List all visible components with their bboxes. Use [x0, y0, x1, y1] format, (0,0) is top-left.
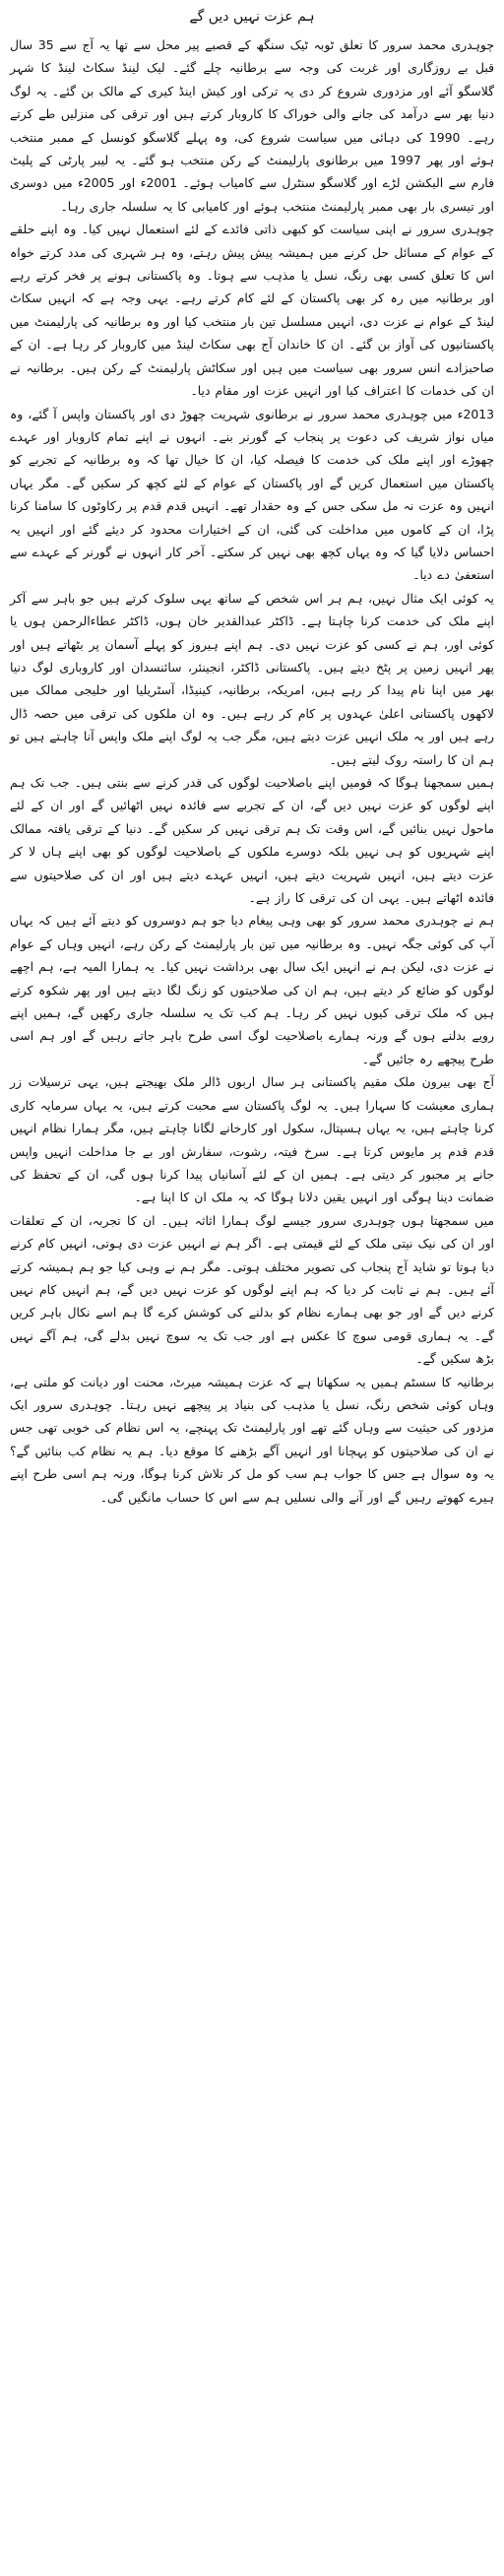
article-paragraph: یہ کوئی ایک مثال نہیں، ہم ہر اس شخص کے ساتھ یہی سلوک کرتے ہیں جو باہر سے آکر اپنے ملک کی خدمت کرنا چاہتا ہے۔ ڈاکٹر عبدالقدیر خان ہوں، ڈاکٹر عطاءالرحمن ہوں یا کوئی اور، ہم نے کسی کو عزت نہیں دی۔ ہم اپنے ہیروز کو پہلے آسمان پر بٹھاتے ہیں اور پھر انہیں زمین پر پٹخ دیتے ہیں۔ پاکستانی ڈاکٹر، انجینئر، سائنسدان اور کاروباری لوگ دنیا بھر میں اپنا نام پیدا کر رہے ہیں، امریکہ، برطانیہ، کینیڈا، آسٹریلیا اور خلیجی ممالک میں لاکھوں پاکستانی اعلیٰ عہدوں پر کام کر رہے ہیں۔ وہ ان ملکوں کی ترقی میں حصہ ڈال رہے ہیں اور یہ ملک انہیں عزت دیتے ہیں، مگر جب یہ لوگ اپنے ملک واپس آنا چاہتے ہیں تو ہم ان کا راستہ روک لیتے ہیں۔ [10, 590, 494, 767]
article-paragraph: آج بھی بیرون ملک مقیم پاکستانی ہر سال اربوں ڈالر ملک بھیجتے ہیں، یہی ترسیلات زر ہماری معیشت کا سہارا ہیں۔ یہ لوگ پاکستان سے محبت کرتے ہیں، یہ یہاں سرمایہ کاری کرنا چاہتے ہیں، یہ یہاں ہسپتال، سکول اور کارخانے لگانا چاہتے ہیں، مگر ہمارا نظام انہیں قدم قدم پر مایوس کرتا ہے۔ سرخ فیتہ، رشوت، سفارش اور بے جا مداخلت انہیں واپس جانے پر مجبور کر دیتی ہے۔ ہمیں ان کے لئے آسانیاں پیدا کرنا ہوں گی، ان کے تحفظ کی ضمانت دینا ہوگی اور انہیں یقین دلانا ہوگا کہ یہ ملک ان کا اپنا ہے۔ [10, 1074, 494, 1205]
article-paragraph: چوہدری محمد سرور کا تعلق ٹوبہ ٹیک سنگھ کے قصبے پیر محل سے تھا یہ آج سے 35 سال قبل بے روزگاری اور غربت کی وجہ سے برطانیہ چلے گئے۔ لیک لینڈ سکاٹ لینڈ کا شہر گلاسگو آئے اور مزدوری شروع کر دی یہ ترکی اور کیش اینڈ کیری کے مالک بن گئے۔ یہ لوگ دنیا بھر سے درآمد کی جانے والی خوراک کا کاروبار کرتے ہیں اور ترقی کی منزلیں طے کرتے رہے۔ 1990 کی دہائی میں سیاست شروع کی، وہ پہلے گلاسگو کونسل کے ممبر منتخب ہوئے اور پھر 1997 میں برطانوی پارلیمنٹ کے رکن منتخب ہو گئے۔ یہ لیبر پارٹی کے پلیٹ فارم سے الیکشن لڑے اور گلاسگو سنٹرل سے کامیاب ہوئے۔ 2001ء اور 2005ء میں دوسری اور تیسری بار بھی ممبر پارلیمنٹ منتخب ہوئے اور کامیابی کا یہ سلسلہ جاری رہا۔ [10, 37, 495, 214]
article-headline: ہم عزت نہیں دیں گے [189, 9, 315, 25]
article-paragraph: 2013ء میں چوہدری محمد سرور نے برطانوی شہریت چھوڑ دی اور پاکستان واپس آ گئے، وہ میاں نواز شریف کی دعوت پر پنجاب کے گورنر بنے۔ انہوں نے اپنے تمام کاروبار اور عہدے چھوڑے اور اپنے ملک کی خدمت کا فیصلہ کیا، ان کا خیال تھا کہ وہ برطانیہ کے تجربے کو پاکستان میں استعمال کریں گے اور پاکستان کے عوام کے لئے کچھ کر سکیں گے۔ مگر یہاں انہیں وہ عزت نہ مل سکی جس کے وہ حقدار تھے۔ انہیں قدم قدم پر رکاوٹوں کا سامنا کرنا پڑا، ان کے کاموں میں مداخلت کی گئی، ان کے اختیارات محدود کر دیئے گئے اور انہیں یہ احساس دلایا گیا کہ وہ یہاں کچھ بھی نہیں کر سکتے۔ آخر کار انہوں نے گورنر کے عہدے سے استعفیٰ دے دیا۔ [10, 406, 494, 583]
article-paragraph: میں سمجھتا ہوں چوہدری سرور جیسے لوگ ہمارا اثاثہ ہیں۔ ان کا تجربہ، ان کے تعلقات اور ان کی نیک نیتی ملک کے لئے قیمتی ہے۔ اگر ہم نے انہیں عزت دی ہوتی، انہیں کام کرنے دیا ہوتا تو شاید آج پنجاب کی تصویر مختلف ہوتی۔ مگر ہم نے وہی کیا جو ہم ہمیشہ کرتے آئے ہیں۔ ہم نے ثابت کر دیا کہ ہم اپنے لوگوں کو عزت نہیں دیں گے، ہم انہیں کام نہیں کرنے دیں گے اور جو بھی ہمارے نظام کو بدلنے کی کوشش کرے گا ہم اسے نکال باہر کریں گے۔ یہ ہماری قومی سوچ کا عکس ہے اور جب تک یہ سوچ نہیں بدلے گی، ہم آگے نہیں بڑھ سکیں گے۔ [10, 1212, 494, 1367]
article-paragraph: برطانیہ کا سسٹم ہمیں یہ سکھاتا ہے کہ عزت ہمیشہ میرٹ، محنت اور دیانت کو ملتی ہے، وہاں کوئی شخص رنگ، نسل یا مذہب کی بنیاد پر پیچھے نہیں رہتا۔ چوہدری سرور ایک مزدور کی حیثیت سے وہاں گئے تھے اور پارلیمنٹ تک پہنچے، یہ اس نظام کی خوبی تھی جس نے ان کی صلاحیتوں کو پہچانا اور انہیں آگے بڑھنے کا موقع دیا۔ ہم یہ نظام کب بنائیں گے؟ یہ وہ سوال ہے جس کا جواب ہم سب کو مل کر تلاش کرنا ہوگا، ورنہ ہم اسی طرح اپنے ہیرے کھوتے رہیں گے اور آنے والی نسلیں ہم سے اس کا حساب مانگیں گی۔ [10, 1374, 494, 1505]
article-paragraph: ہمیں سمجھنا ہوگا کہ قومیں اپنے باصلاحیت لوگوں کی قدر کرنے سے بنتی ہیں۔ جب تک ہم اپنے لوگوں کو عزت نہیں دیں گے، ان کے تجربے سے فائدہ نہیں اٹھائیں گے اور ان کے لئے ماحول نہیں بنائیں گے، اس وقت تک ہم ترقی نہیں کر سکیں گے۔ دنیا کے ترقی یافتہ ممالک اپنے شہریوں کو ہی نہیں بلکہ دوسرے ملکوں کے باصلاحیت لوگوں کو بھی اپنے ہاں لا کر عزت دیتے ہیں، انہیں شہریت دیتے ہیں، انہیں عہدے دیتے ہیں اور ان کی صلاحیتوں سے فائدہ اٹھاتے ہیں۔ یہی ان کی ترقی کا راز ہے۔ [10, 775, 494, 906]
article-paragraph: ہم نے چوہدری محمد سرور کو بھی وہی پیغام دیا جو ہم دوسروں کو دیتے آئے ہیں کہ یہاں آپ کی کوئی جگہ نہیں۔ وہ برطانیہ میں تین بار پارلیمنٹ کے رکن رہے، انہیں وہاں کے عوام نے عزت دی، لیکن ہم نے انہیں ایک سال بھی برداشت نہیں کیا۔ یہ ہمارا المیہ ہے، ہم اچھے لوگوں کو ضائع کر دیتے ہیں، ہم ان کی صلاحیتوں کو زنگ لگا دیتے ہیں اور پھر شکوہ کرتے ہیں کہ ملک ترقی کیوں نہیں کر رہا۔ ہم کب تک یہ سلسلہ جاری رکھیں گے، ہمیں اپنے رویے بدلنے ہوں گے ورنہ ہمارے باصلاحیت لوگ اسی طرح باہر جاتے رہیں گے اور ہم اسی طرح پیچھے رہ جائیں گے۔ [10, 913, 494, 1066]
article-paragraph: چوہدری سرور نے اپنی سیاست کو کبھی ذاتی فائدے کے لئے استعمال نہیں کیا۔ وہ اپنے حلقے کے عوام کے مسائل حل کرنے میں ہمیشہ پیش پیش رہتے، وہ ہر شہری کی مدد کرتے خواہ اس کا تعلق کسی بھی رنگ، نسل یا مذہب سے ہوتا۔ وہ پاکستانی ہونے پر فخر کرتے رہے اور برطانیہ میں رہ کر بھی پاکستان کے لئے کام کرتے رہے۔ یہی وجہ ہے کہ انہیں سکاٹ لینڈ کے عوام نے عزت دی، انہیں مسلسل تین بار منتخب کیا اور وہ برطانیہ کی پارلیمنٹ میں پاکستانیوں کی آواز بن گئے۔ ان کا خاندان آج بھی سکاٹ لینڈ میں کاروبار کر رہا ہے۔ ان کے صاحبزادے انس سرور بھی سیاست میں ہیں اور سکاٹش پارلیمنٹ کے رکن ہیں۔ برطانیہ نے ان کی خدمات کا اعتراف کیا اور انہیں عزت اور مقام دیا۔ [10, 222, 494, 399]
